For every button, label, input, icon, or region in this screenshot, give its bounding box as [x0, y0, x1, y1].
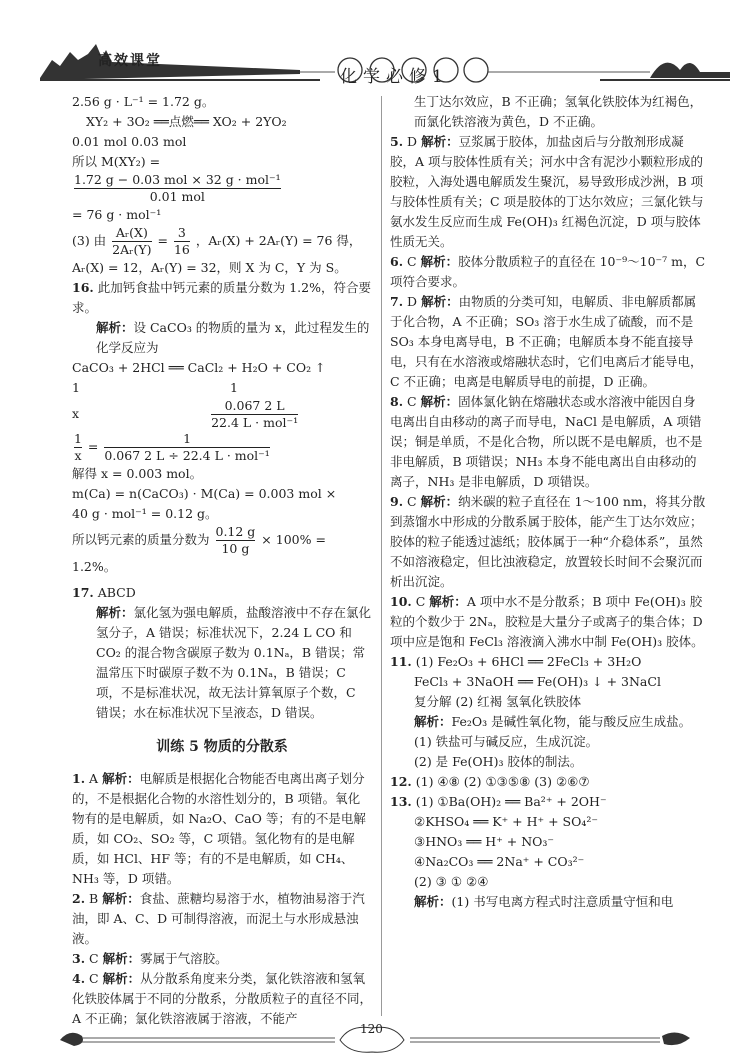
- r11-eq2: FeCl₃ + 3NaOH ══ Fe(OH)₃ ↓ + 3NaCl: [414, 674, 661, 689]
- part3-line2: Aᵣ(X) = 12，Aᵣ(Y) = 32，则 X 为 C，Y 为 S。: [72, 260, 347, 275]
- footer-decoration: [0, 1010, 750, 1063]
- column-divider: [381, 96, 382, 1016]
- r13-l5: (2) ③ ① ②④: [414, 874, 489, 889]
- part3-line: (3) 由 $\frac{\text{Aᵣ(X)}}{\text{2Aᵣ(Y)}}$ = $\frac{3}{16}$ ，Aᵣ(X) + 2Aᵣ(Y) = 76 得，: [72, 225, 362, 257]
- q16-analysis: 解析：设 CaCO₃ 的物质的量为 x，此过程发生的化学反应为: [96, 320, 370, 355]
- molar-mass-result: = 76 g · mol⁻¹: [72, 207, 162, 222]
- r13: 13. (1) ①Ba(OH)₂ ══ Ba²⁺ + 2OH⁻: [390, 794, 607, 809]
- r9: 9. C 解析：纳米碳的粒子直径在 1～100 nm，将其分散到蒸馏水中形成的分散系属于胶体，能产生丁达尔效应；胶体的粒子能透过滤纸；胶体属于一种“介稳体系”，虽然不如溶液稳定，但比浊液稳定，放置较长时间不会聚沉而析出沉淀。: [390, 494, 706, 589]
- q16-vars: x $\frac{0.067 2 L}{\text{22.4 L · mol⁻¹}}$: [72, 398, 299, 430]
- q16-solve: 解得 x = 0.003 mol。: [72, 466, 203, 481]
- r4-continued: 生丁达尔效应，B 不正确；氢氧化铁胶体为红褐色，而氯化铁溶液为黄色，D 不正确。: [414, 94, 703, 129]
- q16-answer: 16. 此加钙食盐中钙元素的质量分数为 1.2%，符合要求。: [72, 280, 371, 315]
- a3: 3. C 解析：雾属于气溶胶。: [72, 951, 228, 966]
- a4: 4. C 解析：从分散系角度来分类，氯化铁溶液和氢氧化铁胶体属于不同的分散系，分散质粒子的直径不同，A 不正确；氯化铁溶液属于溶液，不能产: [72, 971, 373, 1026]
- q16-equation: CaCO₃ + 2HCl ══ CaCl₂ + H₂O + CO₂ ↑: [72, 360, 326, 375]
- r11-p2: (2) 是 Fe(OH)₃ 胶体的制法。: [414, 754, 583, 769]
- r13-l3: ③HNO₃ ══ H⁺ + NO₃⁻: [414, 834, 555, 849]
- r10: 10. C 解析：A 项中水不是分散系；B 项中 Fe(OH)₃ 胶粒的个数少于 2Nₐ，胶粒是大量分子或离子的集合体；D 项中应是饱和 FeCl₃ 溶液滴入沸水中制 Fe(OH)₃ 胶体。: [390, 594, 704, 649]
- r13-l4: ④Na₂CO₃ ══ 2Na⁺ + CO₃²⁻: [414, 854, 585, 869]
- r11: 11. (1) Fe₂O₃ + 6HCl ══ 2FeCl₃ + 3H₂O: [390, 654, 642, 669]
- r6: 6. C 解析：胶体分散质粒子的直径在 10⁻⁹～10⁻⁷ m，C 项符合要求。: [390, 254, 706, 289]
- a1: 1. A 解析：电解质是根据化合物能否电离出离子划分的，不是根据化合物的水溶性划分的，B 项错。氧化物有的是电解质，如 Na₂O、CaO 等；有的不是电解质，如 CO₂、SO₂ 等，C 项错。氢化物有的是电解质，如 HCl、HF 等；有的不是电解质，如 CH₄、NH₃ 等，D 项错。: [72, 771, 366, 886]
- page-number: 120: [360, 1022, 383, 1036]
- r11-p1: (1) 铁盐可与碱反应，生成沉淀。: [414, 734, 599, 749]
- q17-answer: 17. ABCD: [72, 585, 136, 600]
- q16-mass1: m(Ca) = n(CaCO₃) · M(Ca) = 0.003 mol ×: [72, 486, 337, 501]
- molar-mass-fraction: $\frac{\text{1.72 g − 0.03 mol × 32 g · mol⁻¹}}{\text{0.01 mol}}$: [74, 172, 281, 204]
- r13-l2: ②KHSO₄ ══ K⁺ + H⁺ + SO₄²⁻: [414, 814, 598, 829]
- equation: XY₂ + 3O₂ ══点燃══ XO₂ + 2YO₂: [86, 114, 287, 129]
- ratio-fraction: $\frac{\text{Aᵣ(X)}}{\text{2Aᵣ(Y)}}$: [112, 225, 152, 257]
- q17-analysis: 解析：氯化氢为强电解质，盐酸溶液中不存在氯化氢分子，A 错误；标准状况下，2.24 L CO 和 CO₂ 的混合物含碳原子数为 0.1Nₐ，B 错误；常温常压下时碳原子数不为 0.1Nₐ，B 错误；C 项，不是标准状况，故无法计算氧原子个数，C 错误；水在标准状况下呈液态，D 错误。: [96, 605, 372, 720]
- r13-analysis: 解析：(1) 书写电离方程式时注意质量守恒和电: [414, 894, 674, 909]
- q16-mass2: 40 g · mol⁻¹ = 0.12 g。: [72, 506, 218, 521]
- section-title: 训练 5 物质的分散系: [156, 739, 288, 755]
- right-column: [390, 92, 708, 912]
- a2: 2. B 解析：食盐、蔗糖均易溶于水，植物油易溶于汽油，即 A、C、D 可制得溶液，而泥土与水形成悬浊液。: [72, 891, 365, 946]
- q16-ratio: $\frac{1}{x}$ = $\frac{1}{\text{0.067 2 L ÷ 22.4 L · mol⁻¹}}$: [74, 431, 270, 463]
- molar-mass-line: 所以 M(XY₂) = $\frac{\text{1.72 g − 0.03 mol × 32 g · mol⁻¹}}{\text{0.01 mol}}$: [72, 154, 281, 204]
- r11-line3: 复分解 (2) 红褐 氢氧化铁胶体: [414, 694, 582, 709]
- mole-line: 0.01 mol 0.03 mol: [72, 134, 187, 149]
- course-title: 化学必修1: [340, 67, 449, 87]
- ratio-fraction-2: $\frac{3}{16}$: [173, 225, 190, 257]
- r12: 12. (1) ④⑧ (2) ①③⑤⑧ (3) ②⑥⑦: [390, 774, 590, 789]
- brand-title: 高效课堂: [98, 53, 162, 69]
- q16-fraction-line: 所以钙元素的质量分数为 $\frac{0.12 g}{10 g}$ × 100% = 1.2%。: [72, 524, 326, 574]
- page-header: [0, 0, 750, 90]
- page-footer: [0, 1010, 750, 1063]
- r7: 7. D 解析：由物质的分类可知，电解质、非电解质都属于化合物，A 不正确；SO₃ 溶于水生成了硫酸，而不是 SO₃ 本身电离导电，B 不正确；电解质本身不能直接导电，只有在水溶液或熔融状态时，它们电离后才能导电，C 不正确；电离是电解质导电的前提，D 正确。: [390, 294, 703, 389]
- r11-analysis: 解析：Fe₂O₃ 是碱性氧化物，能与酸反应生成盐。: [414, 714, 692, 729]
- calc-line: 2.56 g · L⁻¹ = 1.72 g。: [72, 94, 215, 109]
- left-column: [72, 92, 372, 1029]
- q16-coefficients: 1 1: [72, 380, 238, 395]
- r8: 8. C 解析：固体氯化钠在熔融状态或水溶液中能因自身电离出自由移动的离子而导电，NaCl 是电解质，A 项错误；铜是单质，不是化合物，所以既不是电解质，也不是非电解质，B 项错误；NH₃ 本身不能电离出自由移动的离子，NH₃ 是非电解质，D 项错误。: [390, 394, 703, 489]
- r5: 5. D 解析：豆浆属于胶体，加盐卤后与分散剂形成凝胶，A 项与胶体性质有关；河水中含有泥沙小颗粒形成的胶粒，入海处遇电解质发生聚沉，易导致形成沙洲，B 项与胶体性质有关；C 项是胶体的丁达尔效应；三氯化铁与氨水发生反应而生成 Fe(OH)₃ 红褐色沉淀，D 项与胶体性质无关。: [390, 134, 704, 249]
